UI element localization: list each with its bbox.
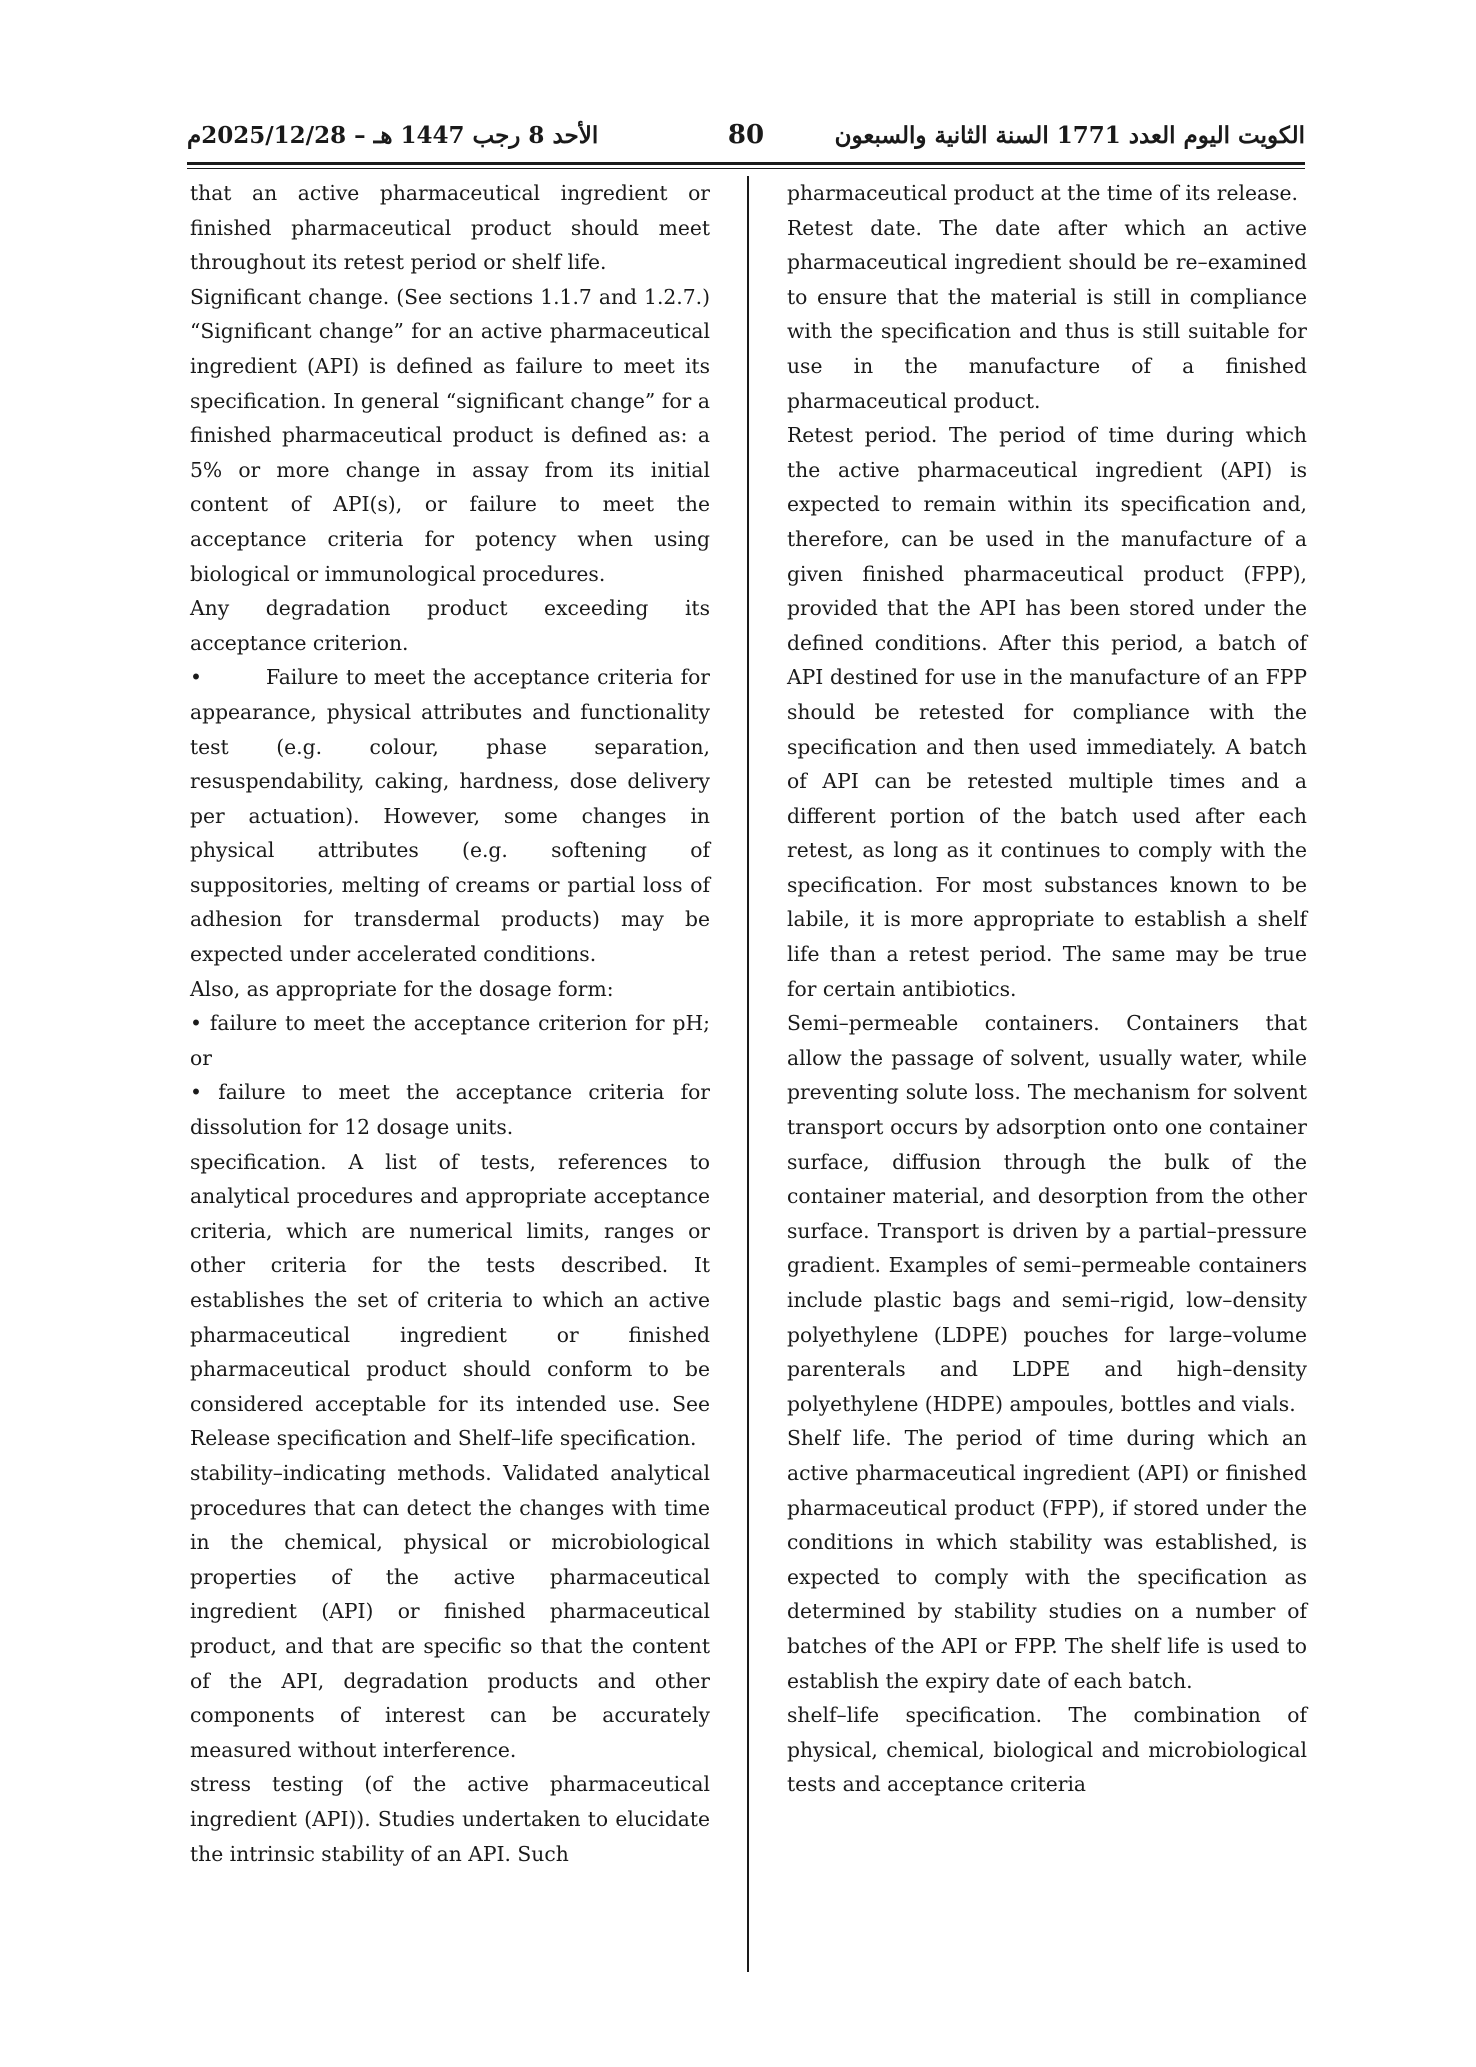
paragraph: Semi–permeable containers. Containers that allow the passage of solvent, usually water, while preventing solute loss. The mechanism for solvent transport occurs by adsorption onto one container surface, diffusion through the bulk of the container material, and desorption from the other surface. Transport is driven by a partial–pressure gradient. Examples of semi–permeable containers include plastic bags and semi–rigid, low–density polyethylene (LDPE) pouches for large–volume parenterals and LDPE and high–density polyethylene (HDPE) ampoules, bottles and vials. — [787, 1011, 1307, 1416]
paragraph: Significant change. (See sections 1.1.7 and 1.2.7.) “Significant change” for an active pharmaceutical ingredient (API) is defined as failure to meet its specification. In general “significant change” for a finished pharmaceutical product is defined as: a 5% or more change in assay from its initial content of API(s), or failure to meet the acceptance criteria for potency when using biological or immunological procedures. — [190, 284, 710, 586]
header-date: الأحد 8 رجب 1447 هـ – 2025/12/28م — [187, 122, 599, 149]
paragraph: stability–indicating methods. Validated analytical procedures that can detect the changes with time in the chemical, physical or microbiological properties of the active pharmaceutical ingredient (API) or finished pharmaceutical product, and that are specific so that the content of the API, degradation products and other components of interest can be accurately measured without interference. — [190, 1460, 710, 1762]
paragraph: Also, as appropriate for the dosage form: — [190, 976, 614, 1001]
bullet-paragraph — [190, 660, 710, 971]
paragraph: specification. A list of tests, references to analytical procedures and appropriate acceptance criteria, which are numerical limits, ranges or other criteria for the tests described. It establishes the set of criteria to which an active pharmaceutical ingredient or finished pharmaceutical product should conform to be considered acceptable for its intended use. See Release specification and Shelf–life specification. — [190, 1149, 710, 1451]
header-rule-thick — [187, 162, 1305, 165]
column-divider — [747, 176, 749, 1972]
paragraph: Shelf life. The period of time during which an active pharmaceutical ingredient (API) or finished pharmaceutical product (FPP), if stored under the conditions in which stability was established, is expected to comply with the specification as determined by stability studies on a number of batches of the API or FPP. The shelf life is used to establish the expiry date of each batch. — [787, 1426, 1307, 1693]
paragraph: stress testing (of the active pharmaceutical ingredient (API)). Studies undertaken to elucidate the intrinsic stability of an API. Such — [190, 1772, 710, 1866]
left-column — [190, 176, 710, 1871]
header-rule-thin — [187, 168, 1305, 169]
right-column — [787, 176, 1307, 1802]
bullet-text: Failure to meet the acceptance criteria for appearance, physical attributes and functionality test (e.g. colour, phase separation, resuspendability, caking, hardness, dose delivery per actuation). However, some changes in physical attributes (e.g. softening of suppositories, melting of creams or partial loss of adhesion for transdermal products) may be expected under accelerated conditions. — [190, 665, 710, 967]
paragraph: Retest period. The period of time during which the active pharmaceutical ingredient (API) is expected to remain within its specification and, therefore, can be used in the manufacture of a given finished pharmaceutical product (FPP), provided that the API has been stored under the defined conditions. After this period, a batch of API destined for use in the manufacture of an FPP should be retested for compliance with the specification and then used immediately. A batch of API can be retested multiple times and a different portion of the batch used after each retest, as long as it continues to comply with the specification. For most substances known to be labile, it is more appropriate to establish a shelf life than a retest period. The same may be true for certain antibiotics. — [787, 423, 1307, 1001]
page-number: 80 — [727, 120, 765, 150]
paragraph: shelf–life specification. The combination of physical, chemical, biological and microbiological tests and acceptance criteria — [787, 1703, 1307, 1797]
paragraph: that an active pharmaceutical ingredient or finished pharmaceutical product should meet throughout its retest period or shelf life. — [190, 181, 710, 275]
paragraph: • failure to meet the acceptance criterion for pH; or — [190, 1011, 710, 1070]
paragraph: Retest date. The date after which an active pharmaceutical ingredient should be re–examined to ensure that the material is still in compliance with the specification and thus is still suitable for use in the manufacture of a finished pharmaceutical product. — [787, 215, 1307, 413]
paragraph: • failure to meet the acceptance criteria for dissolution for 12 dosage units. — [190, 1080, 710, 1140]
paragraph: pharmaceutical product at the time of its release. — [787, 181, 1298, 205]
paragraph: Any degradation product exceeding its acceptance criterion. — [190, 596, 710, 655]
bullet-symbol: • — [190, 665, 202, 690]
page-header — [187, 118, 1305, 158]
header-publication-title: الكويت اليوم العدد 1771 السنة الثانية والسبعون — [834, 122, 1305, 149]
